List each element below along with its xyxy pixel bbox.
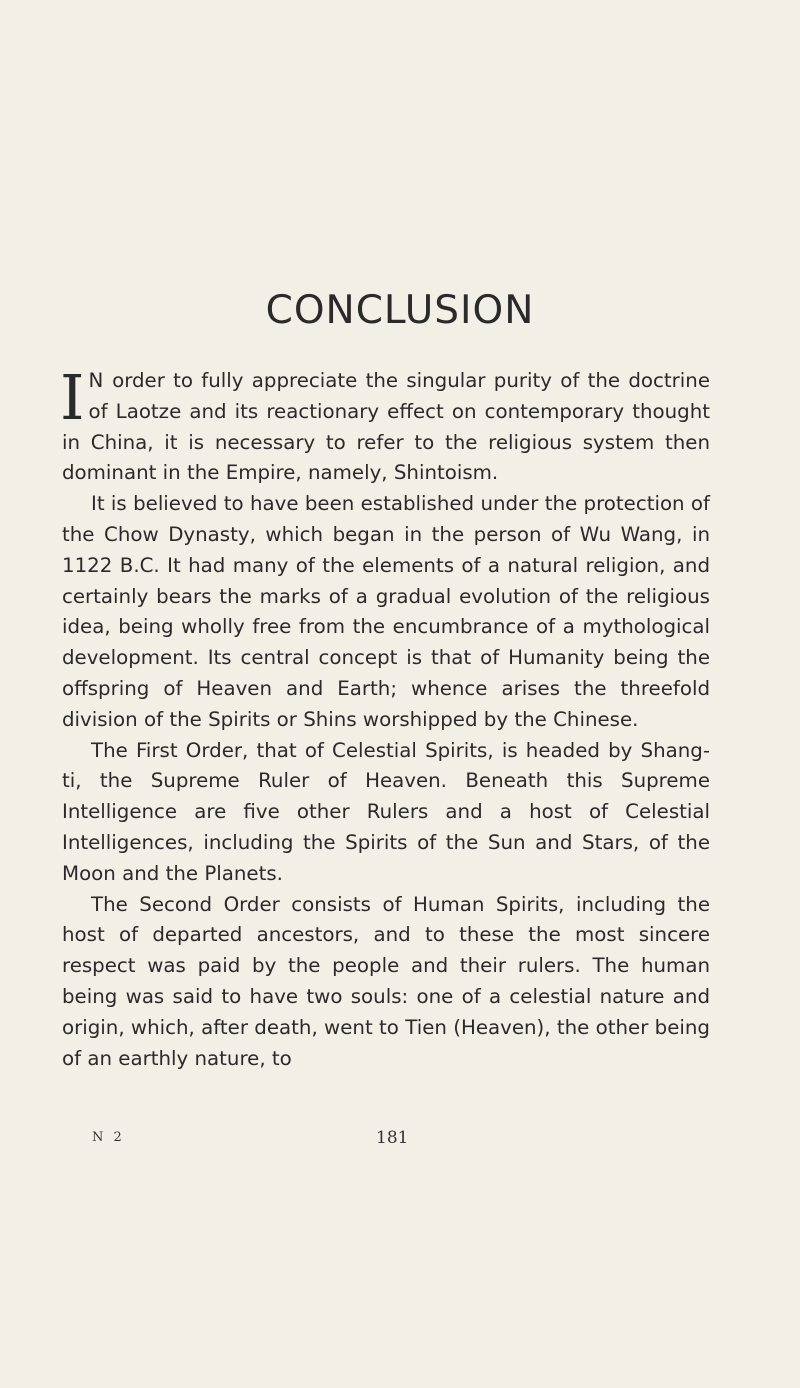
- body-text: [60, 361, 710, 1074]
- first-word-rest: N: [88, 369, 104, 392]
- paragraph-3: The First Order, that of Celestial Spirits, is headed by Shang-ti, the Supreme Ruler of Heaven. Beneath this Supreme Intelligence are five other Rulers and a host of Celestial Intelligences, including the Spirits of the Sun and Stars, of the Moon and the Planets.: [62, 738, 710, 885]
- drop-cap: I: [60, 361, 85, 434]
- page-footer: [0, 1128, 800, 1156]
- paragraph-4: The Second Order consists of Human Spirits, including the host of departed ancestors, and to these the most sincere respect was paid by the people and their rulers. The human being was said to have two souls: one of a celestial nature and origin, which, after death, went to Tien (Heaven), the other being of an earthly nature, to: [62, 892, 710, 1070]
- paragraph-2: It is believed to have been established under the protection of the Chow Dynasty, which began in the person of Wu Wang, in 1122 B.C. It had many of the elements of a natural religion, and certainly bears the marks of a gradual evolution of the religious idea, being wholly free from the encumbrance of a mythological development. Its central concept is that of Humanity being the offspring of Heaven and Earth; whence arises the threefold division of the Spirits or Shins worshipped by the Chinese.: [62, 492, 710, 731]
- page-number: 181: [376, 1128, 409, 1148]
- paragraph-1-text: order to fully appreciate the singular purity of the doctrine of Laotze and its reactionary effect on contemporary thought in China, it is necessary to refer to the religious system then dominant in the Empire, namely, Shintoism.: [62, 369, 710, 485]
- paragraph-1: [60, 361, 710, 489]
- signature-mark: N 2: [92, 1130, 125, 1145]
- chapter-title: CONCLUSION: [265, 288, 535, 333]
